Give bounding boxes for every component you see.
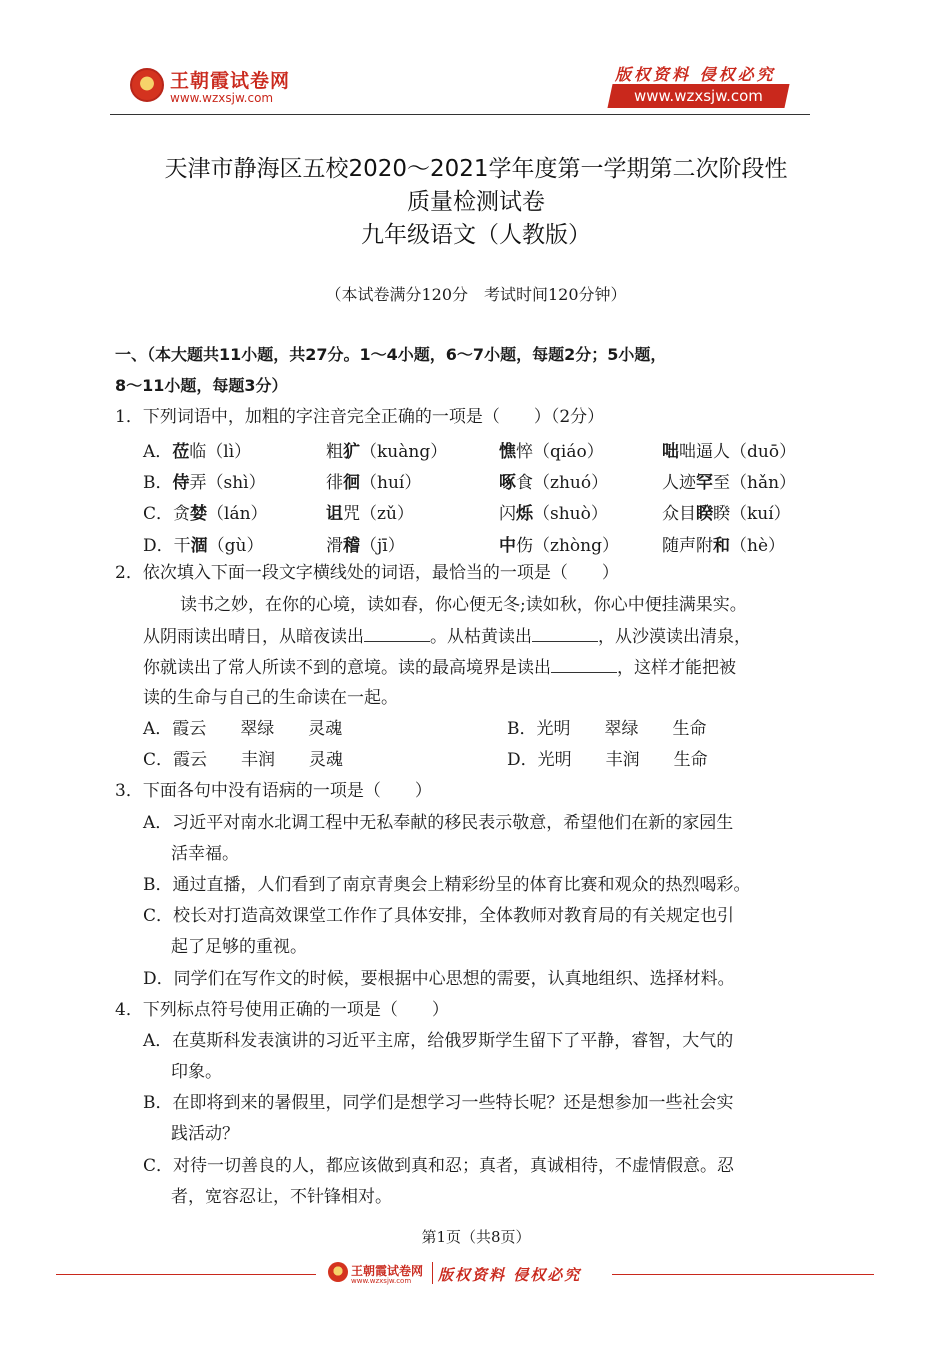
q3-stem: 3．下面各句中没有语病的一项是（ ） [115,781,432,801]
bold-character: 罕 [696,473,713,493]
section-heading-line1: 一、（本大题共11小题，共27分。1～4小题，6～7小题，每题2分；5小题， [115,345,667,364]
bold-character: 婪 [190,504,208,524]
q2-option-a: A．霞云 翠绿 灵魂 [143,719,343,739]
logo-title: 王朝霞试卷网 [170,70,291,92]
footer-divider-right [612,1274,874,1275]
bold-character: 诅 [326,504,343,524]
q4-option-a-line2: 印象。 [171,1062,222,1082]
q1-option-b-word-1: B．侍弄（shì） [143,473,266,493]
q1-option-d-word-4: 随声附和（hè） [662,536,786,556]
q3-option-c-line1: C．校长对打造高效课堂工作作了具体安排，全体教师对教育局的有关规定也引 [143,906,735,926]
bold-character: 憔 [499,442,516,462]
bold-character: 睽 [696,504,713,524]
website-url-box [607,84,789,108]
bold-character: 啄 [499,473,516,493]
q1-option-b-word-3: 啄食（zhuó） [499,473,609,493]
footer-divider-left [56,1274,316,1275]
bold-character: 和 [713,536,730,556]
q1-option-c-word-3: 闪烁（shuò） [499,504,608,524]
section-heading-line2: 8～11小题，每题3分） [115,376,288,395]
blank-3 [551,656,617,673]
q1-option-a-word-3: 憔悴（qiáo） [499,442,604,462]
q2-option-d: D．光明 丰润 生命 [507,750,708,770]
copyright-notice: 版权资料 侵权必究 [615,65,776,84]
exam-title-line3: 九年级语文（人教版） [361,222,591,248]
footer-logo-url: www.wzxsjw.com [351,1277,412,1285]
blank-1 [364,625,430,642]
q3-option-b: B．通过直播，人们看到了南京青奥会上精彩纷呈的体育比赛和观众的热烈喝彩。 [143,875,751,895]
q1-option-a-word-2: 粗犷（kuàng） [326,442,448,462]
bold-character: 徊 [343,473,360,493]
blank-2 [532,625,598,642]
bold-character: 犷 [343,442,360,462]
q2-passage-line1: 读书之妙，在你的心境，读如春，你心便无冬;读如秋，你心中便挂满果实。 [180,595,747,615]
bold-character: 莅 [172,442,190,462]
q1-option-a-word-1: A．莅临（lì） [143,442,252,462]
q1-option-c-word-2: 诅咒（zǔ） [326,504,414,524]
header-divider [110,114,810,115]
logo-url: www.wzxsjw.com [170,91,274,105]
bold-character: 涸 [190,536,208,556]
q2-passage-line3: 你就读出了常人所读不到的意境。读的最高境界是读出 ，这样才能把被 [143,658,736,678]
footer-copyright-notice: 版权资料 侵权必究 [438,1266,582,1284]
q4-option-c-line2: 者，宽容忍让，不针锋相对。 [171,1187,392,1207]
footer-separator [432,1262,433,1284]
q1-option-c-word-1: C．贪婪（lán） [143,504,268,524]
logo-badge-icon [130,68,164,102]
bold-character: 咄 [662,442,679,462]
footer-logo-title: 王朝霞试卷网 [351,1264,424,1278]
q4-option-a-line1: A．在莫斯科发表演讲的习近平主席，给俄罗斯学生留下了平静，睿智，大气的 [143,1031,734,1051]
q4-option-b-line2: 践活动？ [171,1124,239,1144]
q4-stem: 4．下列标点符号使用正确的一项是（ ） [115,1000,449,1020]
exam-subtitle: （本试卷满分120分 考试时间120分钟） [325,285,627,304]
website-url: www.wzxsjw.com [634,87,763,105]
q1-option-d-word-2: 滑稽（jī） [326,536,405,556]
q1-option-c-word-4: 众目睽睽（kuí） [662,504,791,524]
q1-option-b-word-4: 人迹罕至（hǎn） [662,473,797,493]
q4-option-b-line1: B．在即将到来的暑假里，同学们是想学习一些特长呢？还是想参加一些社会实 [143,1093,734,1113]
q3-option-a-line1: A．习近平对南水北调工程中无私奉献的移民表示敬意，希望他们在新的家园生 [143,813,734,833]
page-number: 第1页（共8页） [421,1228,531,1246]
bold-character: 侍 [172,473,190,493]
exam-title-line2: 质量检测试卷 [407,189,545,215]
q1-option-d-word-3: 中伤（zhòng） [499,536,619,556]
q2-option-b: B．光明 翠绿 生命 [507,719,707,739]
q2-passage-line2: 从阴雨读出晴日，从暗夜读出 。从枯黄读出 ，从沙漠读出清泉， [143,627,751,647]
q2-passage-line4: 读的生命与自己的生命读在一起。 [143,688,398,708]
bold-character: 烁 [516,504,533,524]
q4-option-c-line1: C．对待一切善良的人，都应该做到真和忍；真者，真诚相待，不虚情假意。忍 [143,1156,735,1176]
q2-stem: 2．依次填入下面一段文字横线处的词语，最恰当的一项是（ ） [115,563,619,583]
q3-option-c-line2: 起了足够的重视。 [171,937,307,957]
q3-option-d: D．同学们在写作文的时候，要根据中心思想的需要，认真地组织、选择材料。 [143,969,735,989]
q3-option-a-line2: 活幸福。 [171,844,239,864]
bold-character: 中 [499,536,516,556]
footer-logo-badge-icon [328,1262,348,1282]
q2-option-c: C．霞云 丰润 灵魂 [143,750,344,770]
q1-option-d-word-1: D．干涸（gù） [143,536,264,556]
q1-option-a-word-4: 咄咄逼人（duō） [662,442,797,462]
bold-character: 稽 [343,536,360,556]
q1-option-b-word-2: 徘徊（huí） [326,473,422,493]
q1-stem: 1．下列词语中，加粗的字注音完全正确的一项是（ ）（2分） [115,407,605,427]
exam-title-line1: 天津市静海区五校2020～2021学年度第一学期第二次阶段性 [164,156,788,182]
